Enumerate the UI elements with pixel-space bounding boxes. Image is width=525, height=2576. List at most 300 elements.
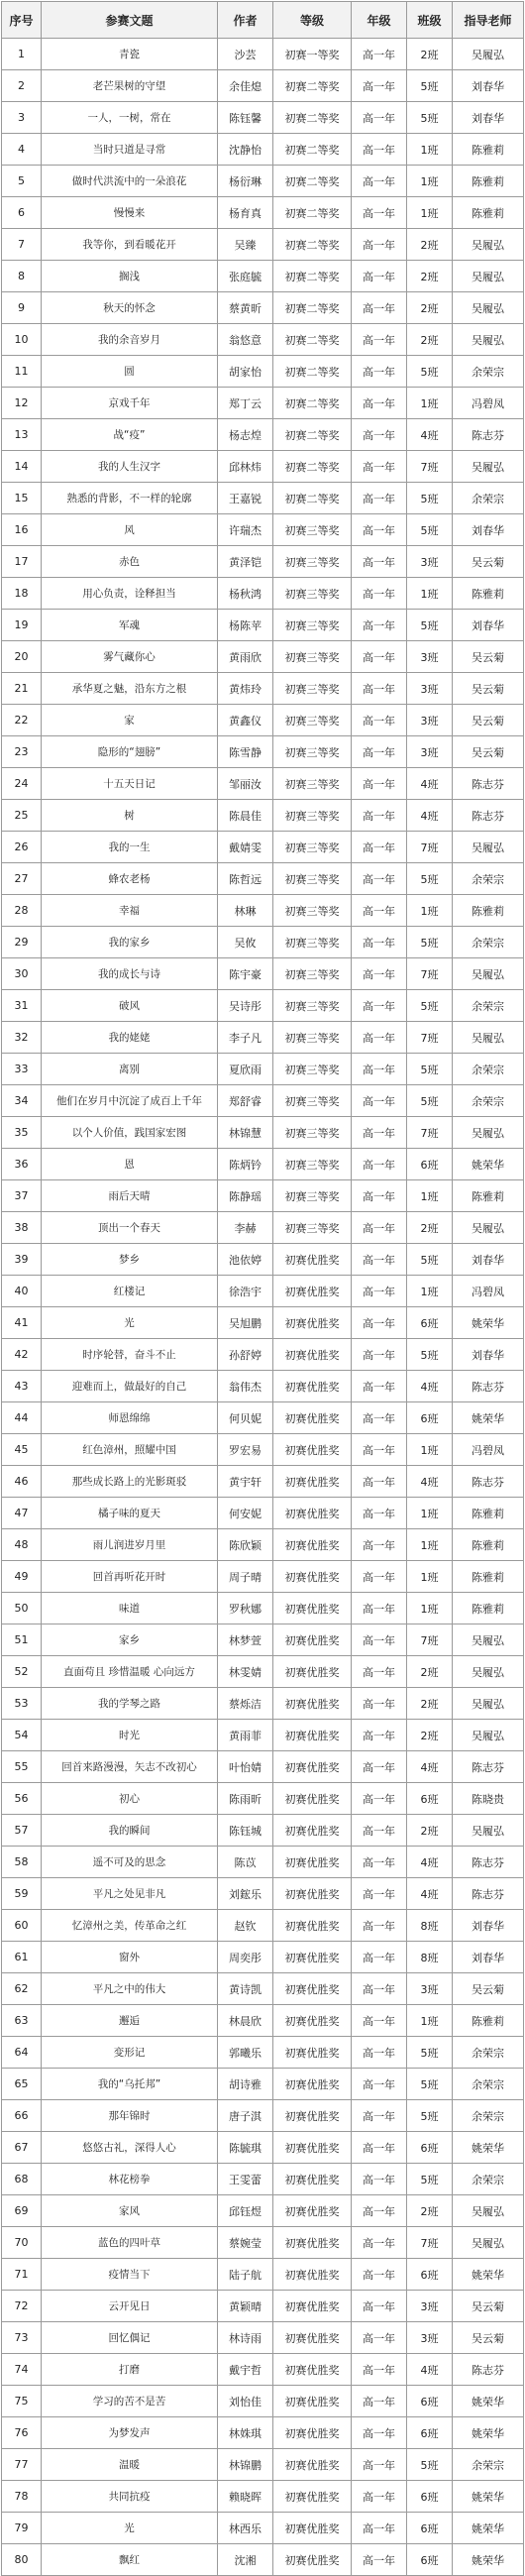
cell-author: 陈晨佳 — [218, 800, 273, 832]
table-row — [2, 1529, 524, 1561]
cell-level: 初赛三等奖 — [273, 1085, 352, 1117]
table-row — [2, 546, 524, 578]
cell-teacher: 陈晓贵 — [453, 1783, 524, 1815]
cell-teacher: 姚荣华 — [453, 2417, 524, 2449]
cell-author: 叶怡婧 — [218, 1751, 273, 1783]
cell-title: 时序轮替，奋斗不止 — [42, 1339, 218, 1371]
cell-grade: 高一年 — [352, 1815, 407, 1847]
cell-author: 罗秋娜 — [218, 1593, 273, 1624]
cell-index: 56 — [2, 1783, 42, 1815]
table-row — [2, 388, 524, 419]
cell-grade: 高一年 — [352, 610, 407, 641]
cell-teacher: 吴履弘 — [453, 1624, 524, 1656]
cell-level: 初赛二等奖 — [273, 102, 352, 134]
cell-index: 78 — [2, 2481, 42, 2513]
cell-index: 11 — [2, 356, 42, 388]
table-row — [2, 2195, 524, 2227]
table-row — [2, 2417, 524, 2449]
cell-class: 6班 — [407, 1402, 453, 1434]
cell-index: 65 — [2, 2069, 42, 2100]
cell-grade: 高一年 — [352, 324, 407, 356]
cell-author: 蔡黄昕 — [218, 292, 273, 324]
cell-title: 为梦发声 — [42, 2417, 218, 2449]
cell-teacher: 吴履弘 — [453, 39, 524, 70]
cell-level: 初赛优胜奖 — [273, 2259, 352, 2291]
table-row — [2, 610, 524, 641]
cell-class: 5班 — [407, 2100, 453, 2132]
table-row — [2, 1085, 524, 1117]
cell-teacher: 吴履弘 — [453, 324, 524, 356]
cell-class: 3班 — [407, 546, 453, 578]
table-row — [2, 1149, 524, 1180]
cell-author: 邱林炜 — [218, 451, 273, 483]
cell-index: 16 — [2, 514, 42, 546]
cell-level: 初赛优胜奖 — [273, 1498, 352, 1529]
header-grade: 年级 — [352, 2, 407, 39]
cell-index: 35 — [2, 1117, 42, 1149]
cell-author: 邱钰煜 — [218, 2195, 273, 2227]
cell-author: 陈哲远 — [218, 863, 273, 895]
table-row — [2, 2354, 524, 2386]
cell-grade: 高一年 — [352, 546, 407, 578]
cell-teacher: 余荣宗 — [453, 2100, 524, 2132]
cell-grade: 高一年 — [352, 1371, 407, 1402]
cell-level: 初赛一等奖 — [273, 39, 352, 70]
cell-author: 沈湘 — [218, 2544, 273, 2576]
cell-class: 1班 — [407, 197, 453, 229]
cell-level: 初赛优胜奖 — [273, 1751, 352, 1783]
cell-title: 我的人生汉字 — [42, 451, 218, 483]
table-row — [2, 356, 524, 388]
cell-index: 66 — [2, 2100, 42, 2132]
cell-index: 5 — [2, 166, 42, 197]
cell-level: 初赛优胜奖 — [273, 1624, 352, 1656]
cell-author: 吴旭鹏 — [218, 1307, 273, 1339]
cell-author: 张庭毓 — [218, 261, 273, 292]
cell-grade: 高一年 — [352, 2417, 407, 2449]
cell-author: 陈雨昕 — [218, 1783, 273, 1815]
cell-author: 黄泽铠 — [218, 546, 273, 578]
cell-class: 2班 — [407, 2195, 453, 2227]
cell-title: 光 — [42, 1307, 218, 1339]
cell-index: 18 — [2, 578, 42, 610]
table-row — [2, 1244, 524, 1276]
cell-title: 我的“乌托邦” — [42, 2069, 218, 2100]
cell-index: 74 — [2, 2354, 42, 2386]
cell-class: 5班 — [407, 2069, 453, 2100]
cell-teacher: 吴云菊 — [453, 736, 524, 768]
cell-level: 初赛二等奖 — [273, 419, 352, 451]
cell-grade: 高一年 — [352, 1212, 407, 1244]
cell-class: 2班 — [407, 1688, 453, 1720]
cell-index: 48 — [2, 1529, 42, 1561]
cell-grade: 高一年 — [352, 1307, 407, 1339]
cell-author: 吴臻 — [218, 229, 273, 261]
cell-index: 20 — [2, 641, 42, 673]
table-body — [2, 39, 524, 2576]
cell-teacher: 姚荣华 — [453, 1307, 524, 1339]
table-row — [2, 990, 524, 1022]
cell-index: 2 — [2, 70, 42, 102]
cell-teacher: 陈雅莉 — [453, 1180, 524, 1212]
cell-teacher: 吴履弘 — [453, 229, 524, 261]
cell-level: 初赛优胜奖 — [273, 2037, 352, 2069]
cell-author: 戴婧雯 — [218, 832, 273, 863]
cell-class: 3班 — [407, 1973, 453, 2005]
cell-level: 初赛优胜奖 — [273, 2069, 352, 2100]
cell-level: 初赛三等奖 — [273, 1117, 352, 1149]
cell-teacher: 冯碧凤 — [453, 1276, 524, 1307]
table-row — [2, 1878, 524, 1910]
table-row — [2, 1656, 524, 1688]
table-row — [2, 1339, 524, 1371]
table-row — [2, 166, 524, 197]
cell-level: 初赛三等奖 — [273, 673, 352, 705]
cell-class: 6班 — [407, 2513, 453, 2544]
table-row — [2, 2322, 524, 2354]
table-row — [2, 2481, 524, 2513]
cell-level: 初赛优胜奖 — [273, 2322, 352, 2354]
cell-author: 戴宇哲 — [218, 2354, 273, 2386]
table-row — [2, 1973, 524, 2005]
cell-author: 杨陈苹 — [218, 610, 273, 641]
cell-index: 71 — [2, 2259, 42, 2291]
cell-level: 初赛优胜奖 — [273, 1276, 352, 1307]
cell-index: 43 — [2, 1371, 42, 1402]
cell-index: 79 — [2, 2513, 42, 2544]
cell-title: 搁浅 — [42, 261, 218, 292]
cell-level: 初赛优胜奖 — [273, 1815, 352, 1847]
cell-level: 初赛优胜奖 — [273, 2100, 352, 2132]
cell-index: 14 — [2, 451, 42, 483]
cell-author: 林雯婧 — [218, 1656, 273, 1688]
cell-title: 一人，一树，常在 — [42, 102, 218, 134]
cell-title: 师恩绵绵 — [42, 1402, 218, 1434]
cell-teacher: 陈志芬 — [453, 800, 524, 832]
cell-title: 风 — [42, 514, 218, 546]
cell-author: 黄雨菲 — [218, 1720, 273, 1751]
cell-level: 初赛三等奖 — [273, 641, 352, 673]
cell-teacher: 姚荣华 — [453, 2481, 524, 2513]
cell-author: 吴攸 — [218, 927, 273, 958]
cell-grade: 高一年 — [352, 1973, 407, 2005]
cell-index: 40 — [2, 1276, 42, 1307]
cell-level: 初赛优胜奖 — [273, 1847, 352, 1878]
cell-title: 我的余音岁月 — [42, 324, 218, 356]
cell-grade: 高一年 — [352, 261, 407, 292]
cell-class: 2班 — [407, 1212, 453, 1244]
cell-title: 云开见日 — [42, 2291, 218, 2322]
cell-teacher: 刘春华 — [453, 70, 524, 102]
cell-title: 隐形的“翅膀” — [42, 736, 218, 768]
cell-level: 初赛优胜奖 — [273, 1720, 352, 1751]
cell-title: 温暖 — [42, 2449, 218, 2481]
cell-index: 32 — [2, 1022, 42, 1054]
cell-index: 54 — [2, 1720, 42, 1751]
cell-author: 王嘉锐 — [218, 483, 273, 514]
cell-teacher: 姚荣华 — [453, 2259, 524, 2291]
header-index: 序号 — [2, 2, 42, 39]
table-row — [2, 197, 524, 229]
cell-grade: 高一年 — [352, 832, 407, 863]
cell-index: 67 — [2, 2132, 42, 2164]
cell-teacher: 吴履弘 — [453, 2195, 524, 2227]
table-row — [2, 1815, 524, 1847]
cell-author: 罗宏易 — [218, 1434, 273, 1466]
table-row — [2, 1371, 524, 1402]
cell-class: 1班 — [407, 1529, 453, 1561]
cell-class: 3班 — [407, 641, 453, 673]
cell-class: 6班 — [407, 2481, 453, 2513]
cell-title: 家 — [42, 705, 218, 736]
cell-index: 36 — [2, 1149, 42, 1180]
cell-level: 初赛二等奖 — [273, 229, 352, 261]
cell-index: 1 — [2, 39, 42, 70]
cell-author: 陈苡 — [218, 1847, 273, 1878]
cell-class: 3班 — [407, 705, 453, 736]
cell-class: 5班 — [407, 927, 453, 958]
cell-author: 林晨欣 — [218, 2005, 273, 2037]
cell-level: 初赛三等奖 — [273, 800, 352, 832]
cell-author: 郭曦乐 — [218, 2037, 273, 2069]
cell-teacher: 陈雅莉 — [453, 578, 524, 610]
cell-author: 周子晴 — [218, 1561, 273, 1593]
cell-title: 熟悉的背影，不一样的轮廓 — [42, 483, 218, 514]
cell-title: 梦乡 — [42, 1244, 218, 1276]
cell-grade: 高一年 — [352, 578, 407, 610]
cell-teacher: 吴云菊 — [453, 705, 524, 736]
cell-index: 21 — [2, 673, 42, 705]
cell-level: 初赛优胜奖 — [273, 1307, 352, 1339]
cell-title: 幸福 — [42, 895, 218, 927]
cell-title: 赤色 — [42, 546, 218, 578]
header-level: 等级 — [273, 2, 352, 39]
cell-class: 5班 — [407, 70, 453, 102]
cell-title: 我的学琴之路 — [42, 1688, 218, 1720]
cell-index: 30 — [2, 958, 42, 990]
cell-title: 平凡之处见非凡 — [42, 1878, 218, 1910]
table-row — [2, 2227, 524, 2259]
cell-level: 初赛三等奖 — [273, 768, 352, 800]
cell-title: 学习的苦不是苦 — [42, 2386, 218, 2417]
cell-grade: 高一年 — [352, 2513, 407, 2544]
cell-teacher: 吴履弘 — [453, 292, 524, 324]
cell-teacher: 陈志芬 — [453, 2354, 524, 2386]
cell-class: 8班 — [407, 1910, 453, 1942]
table-row — [2, 958, 524, 990]
cell-index: 10 — [2, 324, 42, 356]
cell-teacher: 姚荣华 — [453, 2132, 524, 2164]
cell-class: 2班 — [407, 261, 453, 292]
cell-teacher: 吴履弘 — [453, 2227, 524, 2259]
cell-teacher: 陈志芬 — [453, 1878, 524, 1910]
cell-title: 军魂 — [42, 610, 218, 641]
cell-grade: 高一年 — [352, 2386, 407, 2417]
awards-table — [1, 1, 524, 2576]
cell-title: 雨儿润进岁月里 — [42, 1529, 218, 1561]
cell-index: 62 — [2, 1973, 42, 2005]
cell-class: 7班 — [407, 2227, 453, 2259]
table-row — [2, 229, 524, 261]
cell-level: 初赛优胜奖 — [273, 2132, 352, 2164]
cell-title: 我等你，到看暖花开 — [42, 229, 218, 261]
cell-title: 雨后天晴 — [42, 1180, 218, 1212]
cell-index: 75 — [2, 2386, 42, 2417]
cell-grade: 高一年 — [352, 1561, 407, 1593]
cell-author: 黄诗凯 — [218, 1973, 273, 2005]
cell-level: 初赛二等奖 — [273, 388, 352, 419]
cell-level: 初赛优胜奖 — [273, 2005, 352, 2037]
table-row — [2, 641, 524, 673]
cell-level: 初赛二等奖 — [273, 451, 352, 483]
cell-grade: 高一年 — [352, 1498, 407, 1529]
cell-teacher: 陈雅莉 — [453, 197, 524, 229]
table-row — [2, 1307, 524, 1339]
cell-level: 初赛优胜奖 — [273, 2544, 352, 2576]
table-row — [2, 2544, 524, 2576]
cell-level: 初赛三等奖 — [273, 1022, 352, 1054]
cell-title: 家风 — [42, 2195, 218, 2227]
cell-grade: 高一年 — [352, 1434, 407, 1466]
cell-grade: 高一年 — [352, 1244, 407, 1276]
cell-title: 忆漳州之美，传革命之红 — [42, 1910, 218, 1942]
cell-title: 他们在岁月中沉淀了成百上千年 — [42, 1085, 218, 1117]
cell-title: 家乡 — [42, 1624, 218, 1656]
cell-teacher: 吴云菊 — [453, 2291, 524, 2322]
cell-title: 直面苟且 珍惜温暖 心向远方 — [42, 1656, 218, 1688]
cell-index: 15 — [2, 483, 42, 514]
cell-grade: 高一年 — [352, 1402, 407, 1434]
cell-teacher: 吴履弘 — [453, 1117, 524, 1149]
cell-index: 41 — [2, 1307, 42, 1339]
cell-title: 离别 — [42, 1054, 218, 1085]
table-row — [2, 673, 524, 705]
table-row — [2, 514, 524, 546]
cell-grade: 高一年 — [352, 1276, 407, 1307]
cell-class: 5班 — [407, 2164, 453, 2195]
cell-class: 8班 — [407, 1942, 453, 1973]
cell-grade: 高一年 — [352, 1529, 407, 1561]
cell-title: 我的成长与诗 — [42, 958, 218, 990]
cell-author: 沙芸 — [218, 39, 273, 70]
cell-teacher: 陈雅莉 — [453, 1561, 524, 1593]
cell-index: 80 — [2, 2544, 42, 2576]
cell-class: 3班 — [407, 736, 453, 768]
table-row — [2, 1054, 524, 1085]
cell-author: 陈欣颖 — [218, 1529, 273, 1561]
cell-class: 1班 — [407, 1561, 453, 1593]
table-row — [2, 2386, 524, 2417]
cell-index: 34 — [2, 1085, 42, 1117]
cell-level: 初赛优胜奖 — [273, 2195, 352, 2227]
table-row — [2, 2005, 524, 2037]
cell-grade: 高一年 — [352, 2227, 407, 2259]
cell-level: 初赛三等奖 — [273, 514, 352, 546]
header-teacher: 指导老师 — [453, 2, 524, 39]
cell-title: 战“疫” — [42, 419, 218, 451]
cell-level: 初赛优胜奖 — [273, 1466, 352, 1498]
cell-author: 杨志煌 — [218, 419, 273, 451]
table-row — [2, 1847, 524, 1878]
cell-level: 初赛二等奖 — [273, 197, 352, 229]
cell-teacher: 陈志芬 — [453, 1751, 524, 1783]
cell-grade: 高一年 — [352, 641, 407, 673]
cell-class: 7班 — [407, 451, 453, 483]
cell-class: 5班 — [407, 990, 453, 1022]
cell-teacher: 陈志芬 — [453, 1371, 524, 1402]
cell-teacher: 刘春华 — [453, 102, 524, 134]
cell-level: 初赛二等奖 — [273, 292, 352, 324]
cell-class: 4班 — [407, 1371, 453, 1402]
cell-level: 初赛优胜奖 — [273, 2354, 352, 2386]
table-row — [2, 134, 524, 166]
cell-teacher: 陈雅莉 — [453, 1498, 524, 1529]
cell-grade: 高一年 — [352, 800, 407, 832]
cell-class: 6班 — [407, 1307, 453, 1339]
cell-grade: 高一年 — [352, 1085, 407, 1117]
table-row — [2, 1212, 524, 1244]
cell-class: 6班 — [407, 1149, 453, 1180]
cell-level: 初赛优胜奖 — [273, 2227, 352, 2259]
cell-index: 6 — [2, 197, 42, 229]
cell-author: 王雯蕾 — [218, 2164, 273, 2195]
cell-index: 3 — [2, 102, 42, 134]
cell-class: 7班 — [407, 1624, 453, 1656]
cell-title: 以个人价值，践国家宏图 — [42, 1117, 218, 1149]
table-row — [2, 832, 524, 863]
cell-author: 杨衍琳 — [218, 166, 273, 197]
cell-index: 31 — [2, 990, 42, 1022]
cell-teacher: 陈志芬 — [453, 419, 524, 451]
cell-teacher: 陈志芬 — [453, 1466, 524, 1498]
cell-grade: 高一年 — [352, 1466, 407, 1498]
cell-author: 刘怡佳 — [218, 2386, 273, 2417]
cell-teacher: 余荣宗 — [453, 1054, 524, 1085]
cell-title: 当时只道是寻常 — [42, 134, 218, 166]
cell-level: 初赛优胜奖 — [273, 1339, 352, 1371]
table-row — [2, 2259, 524, 2291]
cell-class: 2班 — [407, 1815, 453, 1847]
cell-level: 初赛优胜奖 — [273, 1656, 352, 1688]
cell-level: 初赛三等奖 — [273, 895, 352, 927]
cell-teacher: 冯碧凤 — [453, 1434, 524, 1466]
cell-index: 55 — [2, 1751, 42, 1783]
table-row — [2, 451, 524, 483]
cell-index: 12 — [2, 388, 42, 419]
cell-grade: 高一年 — [352, 2037, 407, 2069]
cell-author: 郑丁云 — [218, 388, 273, 419]
cell-author: 沈静怡 — [218, 134, 273, 166]
cell-index: 69 — [2, 2195, 42, 2227]
cell-index: 49 — [2, 1561, 42, 1593]
table-row — [2, 102, 524, 134]
cell-author: 李赫 — [218, 1212, 273, 1244]
cell-author: 林诗雨 — [218, 2322, 273, 2354]
cell-grade: 高一年 — [352, 768, 407, 800]
cell-title: 打磨 — [42, 2354, 218, 2386]
cell-grade: 高一年 — [352, 2322, 407, 2354]
cell-author: 林锦鹏 — [218, 2449, 273, 2481]
cell-title: 蜂农老杨 — [42, 863, 218, 895]
cell-grade: 高一年 — [352, 863, 407, 895]
table-row — [2, 1593, 524, 1624]
cell-author: 杨秋鸿 — [218, 578, 273, 610]
cell-level: 初赛三等奖 — [273, 705, 352, 736]
table-row — [2, 483, 524, 514]
cell-grade: 高一年 — [352, 1847, 407, 1878]
table-row — [2, 800, 524, 832]
cell-class: 5班 — [407, 1054, 453, 1085]
